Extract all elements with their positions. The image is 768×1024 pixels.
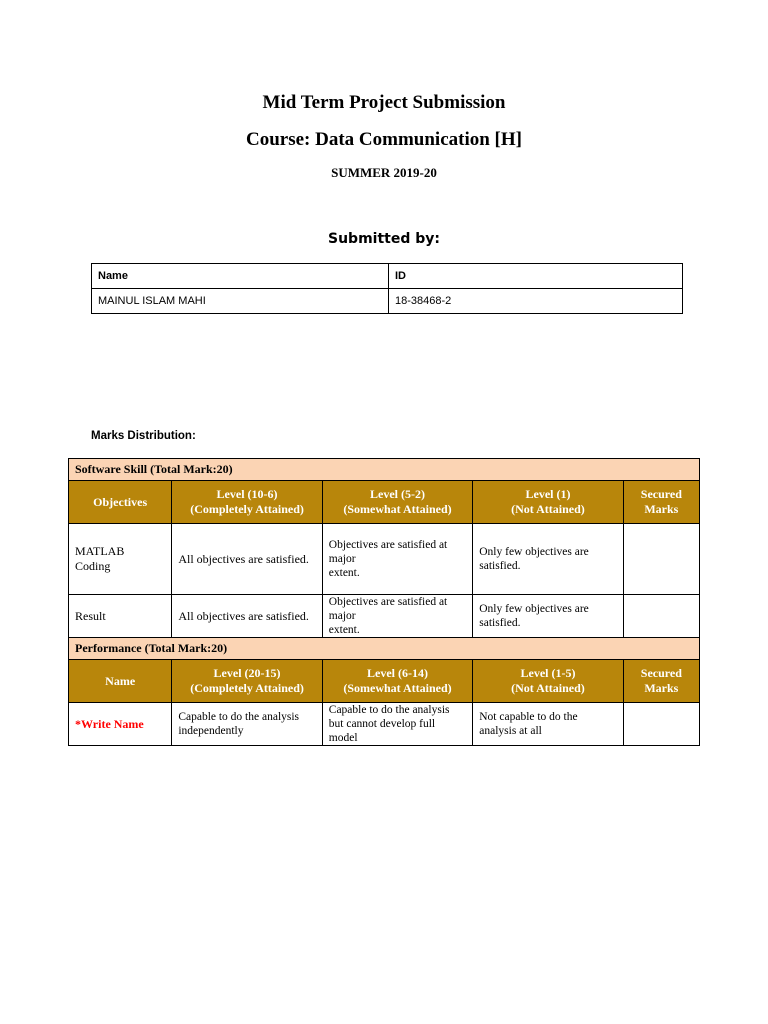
level-mid-header: Level (6-14) (Somewhat Attained) [322, 660, 472, 703]
performance-section-row [69, 638, 700, 660]
criterion-label: Result [69, 595, 172, 638]
submitter-header-row [92, 264, 683, 289]
secured-marks-cell[interactable] [623, 703, 699, 746]
secured-marks-header: Secured Marks [623, 660, 699, 703]
marks-table [68, 458, 700, 746]
secured-marks-cell[interactable] [623, 595, 699, 638]
marks-distribution-label: Marks Distribution: [91, 430, 196, 442]
level-high-header: Level (10-6) (Completely Attained) [172, 481, 322, 524]
level-mid-cell: Capable to do the analysis but cannot develop full model [322, 703, 472, 746]
secured-marks-cell[interactable] [623, 524, 699, 595]
software-section-title: Software Skill (Total Mark:20) [69, 459, 700, 481]
submitter-row [92, 289, 683, 314]
level-low-cell: Only few objectives are satisfied. [473, 595, 623, 638]
level-mid-cell: Objectives are satisfied at major extent. [322, 524, 472, 595]
level-high-cell: Capable to do the analysis independently [172, 703, 322, 746]
performance-header-row [69, 660, 700, 703]
level-mid-header: Level (5-2) (Somewhat Attained) [322, 481, 472, 524]
submitted-by-heading: Submitted by: [328, 231, 440, 247]
table-row [69, 703, 700, 746]
software-header-row [69, 481, 700, 524]
submitter-id: 18-38468-2 [389, 289, 683, 314]
write-name-cell[interactable] [69, 703, 172, 746]
level-low-cell: Only few objectives are satisfied. [473, 524, 623, 595]
table-row [69, 524, 700, 595]
level-high-header: Level (20-15) (Completely Attained) [172, 660, 322, 703]
criterion-label: MATLAB Coding [69, 524, 172, 595]
name-header: Name [69, 660, 172, 703]
submitter-table [91, 263, 683, 314]
objectives-header: Objectives [69, 481, 172, 524]
level-mid-cell: Objectives are satisfied at major extent. [322, 595, 472, 638]
level-low-cell: Not capable to do the analysis at all [473, 703, 623, 746]
name-column-header: Name [92, 264, 389, 289]
level-low-header: Level (1-5) (Not Attained) [473, 660, 623, 703]
document-title: Mid Term Project Submission [262, 92, 506, 113]
secured-marks-header: Secured Marks [623, 481, 699, 524]
write-name-placeholder: *Write Name [75, 716, 144, 731]
performance-section-title: Performance (Total Mark:20) [69, 638, 700, 660]
table-row [69, 595, 700, 638]
level-low-header: Level (1) (Not Attained) [473, 481, 623, 524]
software-section-row [69, 459, 700, 481]
course-title: Course: Data Communication [H] [245, 129, 522, 150]
term-label: SUMMER 2019-20 [331, 165, 437, 180]
level-high-cell: All objectives are satisfied. [172, 595, 322, 638]
submitter-name: MAINUL ISLAM MAHI [92, 289, 389, 314]
level-high-cell: All objectives are satisfied. [172, 524, 322, 595]
id-column-header: ID [389, 264, 683, 289]
